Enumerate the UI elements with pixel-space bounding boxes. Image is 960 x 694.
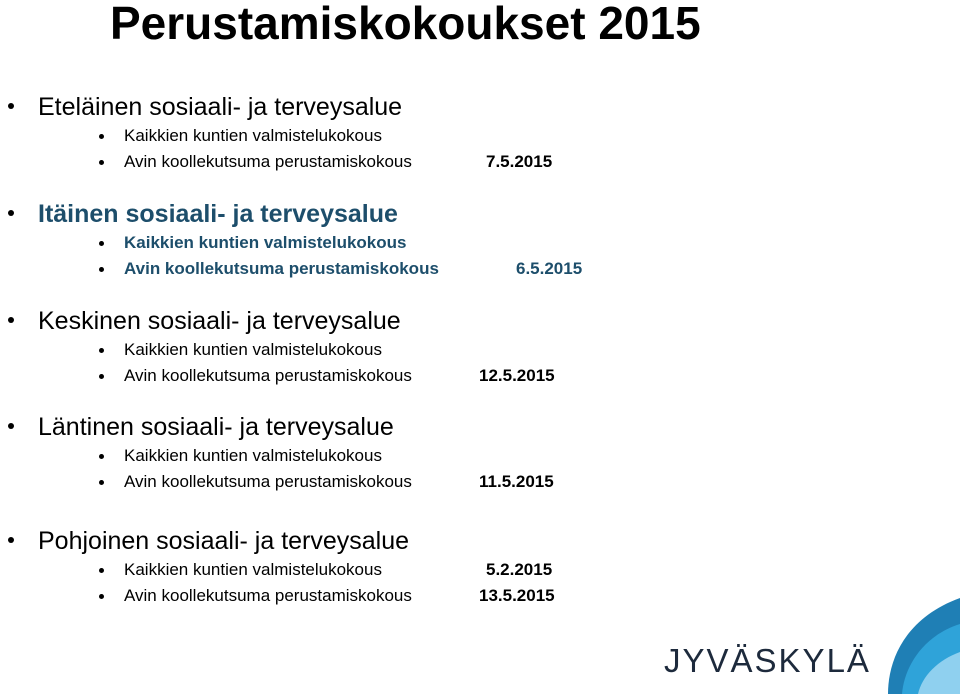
region-title: Läntinen sosiaali- ja terveysalue [38,413,394,441]
item-text: Avin koollekutsuma perustamiskokous [124,366,412,385]
logo-wordmark: JYVÄSKYLÄ [664,642,871,679]
meeting-date: 13.5.2015 [479,586,555,605]
item-text: Kaikkien kuntien valmistelukokous [124,560,382,579]
item-text: Avin koollekutsuma perustamiskokous [124,259,439,278]
meeting-date: 5.2.2015 [486,560,553,579]
item-text: Kaikkien kuntien valmistelukokous [124,126,382,145]
meeting-date: 6.5.2015 [516,259,583,278]
item-text: Avin koollekutsuma perustamiskokous [124,152,412,171]
meeting-date: 12.5.2015 [479,366,555,385]
item-text: Kaikkien kuntien valmistelukokous [124,446,382,465]
meeting-date: 7.5.2015 [486,152,553,171]
region-title: Itäinen sosiaali- ja terveysalue [38,200,398,228]
item-text: Kaikkien kuntien valmistelukokous [124,340,382,359]
region-title: Eteläinen sosiaali- ja terveysalue [38,93,403,121]
page-title: Perustamiskokoukset 2015 [110,0,701,49]
region-title: Pohjoinen sosiaali- ja terveysalue [38,527,410,555]
item-text: Avin koollekutsuma perustamiskokous [124,472,412,491]
item-text: Kaikkien kuntien valmistelukokous [124,233,407,252]
meeting-date: 11.5.2015 [479,472,554,491]
region-title: Keskinen sosiaali- ja terveysalue [38,307,401,335]
item-text: Avin koollekutsuma perustamiskokous [124,586,412,605]
